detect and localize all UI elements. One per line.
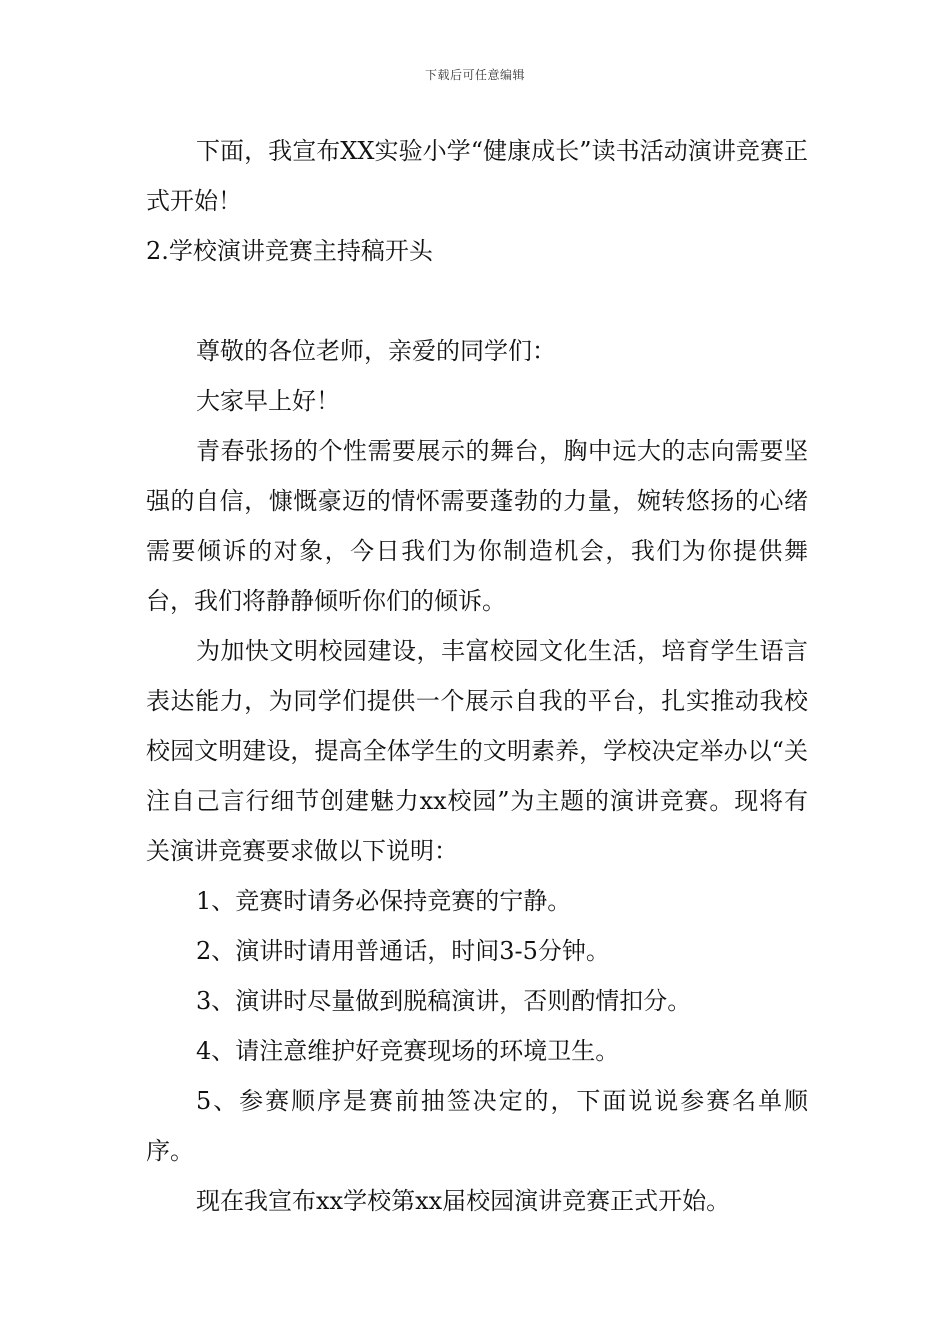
- blank-line: [146, 276, 808, 326]
- paragraph-opening-announcement: 下面，我宣布XX实验小学“健康成长”读书活动演讲竞赛正式开始！: [146, 137, 808, 215]
- rule-item-2: 2、演讲时请用普通话，时间3-5分钟。: [196, 937, 610, 965]
- rule-item-3: 3、演讲时尽量做到脱稿演讲，否则酌情扣分。: [196, 987, 692, 1015]
- paragraph-purpose: 为加快文明校园建设，丰富校园文化生活，培育学生语言表达能力，为同学们提供一个展示自我的平台，扎实推动我校校园文明建设，提高全体学生的文明素养，学校决定举办以“关注自己言行细节创建魅力xx校园”为主题的演讲竞赛。现将有关演讲竞赛要求做以下说明：: [146, 637, 808, 865]
- section-heading: 2.学校演讲竞赛主持稿开头: [146, 237, 433, 265]
- rule-item-4: 4、请注意维护好竞赛现场的环境卫生。: [196, 1037, 620, 1065]
- document-body: [146, 126, 808, 1226]
- paragraph-intro: 青春张扬的个性需要展示的舞台，胸中远大的志向需要坚强的自信，慷慨豪迈的情怀需要蓬勃的力量，婉转悠扬的心绪需要倾诉的对象，今日我们为你制造机会，我们为你提供舞台，我们将静静倾听你们的倾诉。: [146, 437, 808, 615]
- paragraph-salutation: 尊敬的各位老师，亲爱的同学们：: [196, 337, 556, 365]
- paragraph-closing-announcement: 现在我宣布xx学校第xx届校园演讲竞赛正式开始。: [196, 1187, 731, 1215]
- paragraph-greeting: 大家早上好！: [196, 387, 340, 415]
- rule-item-5: 5、参赛顺序是赛前抽签决定的，下面说说参赛名单顺序。: [146, 1087, 808, 1165]
- rule-item-1: 1、竞赛时请务必保持竞赛的宁静。: [196, 887, 572, 915]
- page-header: 下载后可任意编辑: [424, 68, 525, 82]
